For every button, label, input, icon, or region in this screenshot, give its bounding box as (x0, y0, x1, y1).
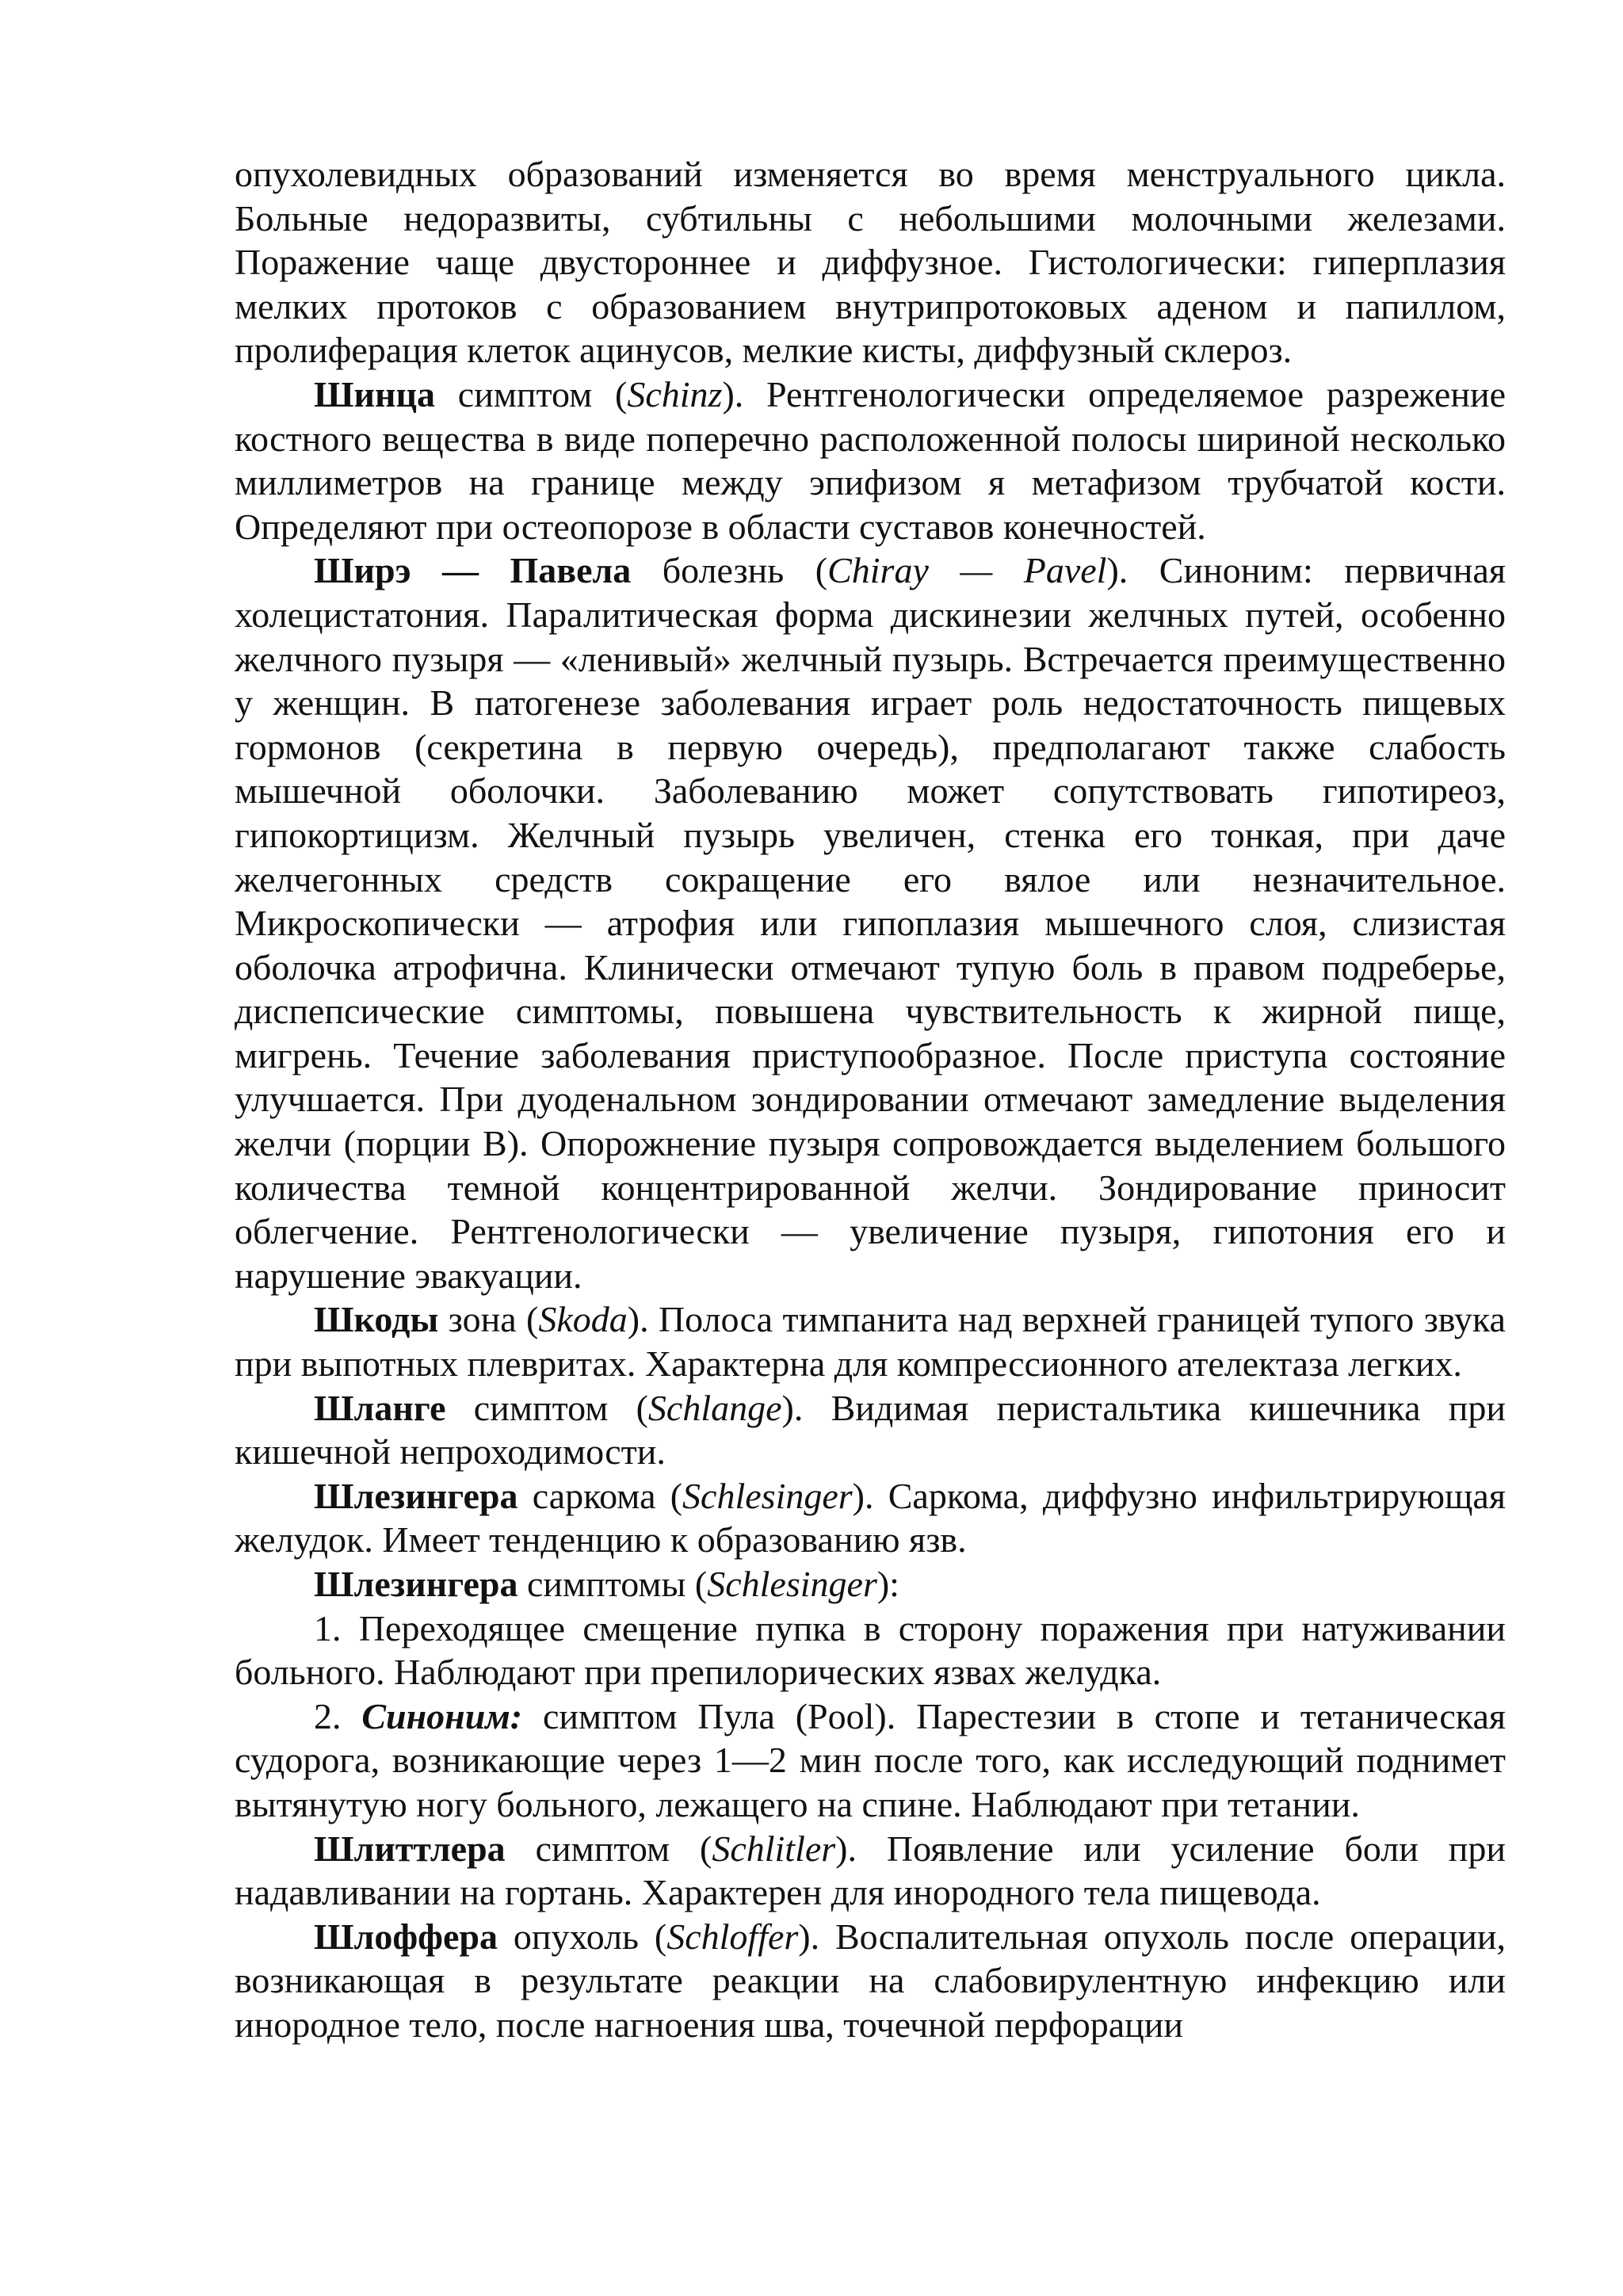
entry-term: Шинца (314, 373, 436, 415)
paragraph-p3 (235, 1297, 1506, 1385)
body-text: симптом ( (505, 1828, 712, 1869)
body-text: ). Саркома, диффузно инфильтрирующая желудок. Имеет тенденцию к образованию язв. (235, 1475, 1507, 1561)
body-text: 2. (314, 1695, 362, 1736)
synonym-label: Синоним: (361, 1695, 523, 1736)
paragraph-p5 (235, 1474, 1506, 1562)
latin-name: Chiray — Pavel (827, 550, 1107, 591)
body-text: ). Видимая перистальтика кишечника при кишечной непроходимости. (235, 1387, 1506, 1473)
latin-name: Schinz (627, 373, 723, 415)
paragraph-p8 (235, 1694, 1506, 1827)
paragraph-p6 (235, 1562, 1506, 1606)
body-text: 1. Переходящее смещение пупка в сторону поражения при натуживании больного. Наблюдают при препилорических язвах желудка. (235, 1607, 1506, 1693)
paragraph-p1 (235, 372, 1506, 548)
entry-term: Шлезингера (314, 1564, 518, 1604)
entry-term: Шлоффера (314, 1916, 498, 1957)
body-text: ). Полоса тимпанита над верхней границей тупого звука при выпотных плевритах. Характерна для компрессионного ателектаза легких. (235, 1299, 1506, 1385)
latin-name: Schlange (647, 1387, 782, 1428)
body-text: ). Синоним: первичная холецистатония. Паралитическая форма дискинезии желчных путей, особенно желчного пузыря — «ленивый» желчный пузырь. Встречается преимущественно у женщин. В патогенезе заболевания играет роль недостаточность пищевых гормонов (секретина в первую очередь), предполагают также слабость мышечной оболочки. Заболеванию может сопутствовать гипотиреоз, гипокортицизм. Желчный пузырь увеличен, стенка его тонкая, при даче желчегонных средств сокращение его вялое или незначительное. Микроскопически — атрофия или гипоплазия мышечного слоя, слизистая оболочка атрофична. Клинически отмечают тупую боль в правом подреберье, диспепсические симптомы, повышена чувствительность к жирной пище, мигрень. Течение заболевания приступообразное. После приступа состояние улучшается. При дуоденальном зондировании отмечают замедление выделения желчи (порции В). Опорожнение пузыря сопровождается выделением большого количества темной концентрированной желчи. Зондирование приносит облегчение. Рентгенологически — увеличение пузыря, гипотония его и нарушение эвакуации. (235, 550, 1506, 1296)
entry-term: Шлезингера (314, 1475, 518, 1516)
paragraph-p0 (235, 152, 1506, 372)
body-text: симптом Пула (Pool). Парестезии в стопе и тетаническая судорога, возникающие через 1—2 мин после того, как исследующий поднимет вытянутую ногу больного, лежащего на спине. Наблюдают при тетании. (235, 1695, 1507, 1824)
body-text: ). Рентгенологически определяемое разрежение костного вещества в виде поперечно расположенной полосы шириной несколько миллиметров на границе между эпифизом я метафизом трубчатой кости. Определяют при остеопорозе в области суставов конечностей. (235, 373, 1506, 547)
body-text: зона ( (438, 1299, 539, 1340)
latin-name: Schlesinger (682, 1475, 853, 1516)
paragraph-p2 (235, 548, 1506, 1297)
body-text: болезнь ( (631, 550, 828, 591)
latin-name: Skoda (538, 1299, 628, 1340)
body-text: симптом ( (435, 373, 628, 415)
document-page (235, 152, 1506, 2047)
paragraph-p7 (235, 1606, 1506, 1694)
body-text: опухоль ( (497, 1916, 667, 1957)
body-text: опухолевидных образований изменяется во время менструального цикла. Больные недоразвиты, субтильны с небольшими молочными железами. Поражение чаще двустороннее и диффузное. Гистологически: гиперплазия мелких протоков с образованием внутрипротоковых аденом и папиллом, пролиферация клеток ацинусов, мелкие кисты, диффузный склероз. (235, 154, 1506, 371)
entry-term: Шланге (314, 1387, 446, 1428)
body-text: саркома ( (517, 1475, 683, 1516)
latin-name: Schlitler (712, 1828, 836, 1869)
latin-name: Schloffer (666, 1916, 799, 1957)
body-text: симптомы ( (517, 1564, 708, 1604)
entry-term: Шкоды (314, 1299, 439, 1340)
entry-term: Ширэ — Павела (314, 550, 632, 591)
body-text: ). Появление или усиление боли при надавливании на гортань. Характерен для инородного тела пищевода. (235, 1828, 1507, 1913)
body-text: симптом ( (445, 1387, 648, 1428)
paragraph-p4 (235, 1386, 1506, 1474)
entry-term: Шлиттлера (314, 1828, 506, 1869)
body-text: ): (876, 1564, 899, 1604)
paragraph-p10 (235, 1915, 1506, 2047)
paragraph-p9 (235, 1827, 1506, 1915)
latin-name: Schlesinger (707, 1564, 877, 1604)
body-text: ). Воспалительная опухоль после операции, возникающая в результате реакции на слабовирулентную инфекцию или инородное тело, после нагноения шва, точечной перфорации (235, 1916, 1506, 2045)
